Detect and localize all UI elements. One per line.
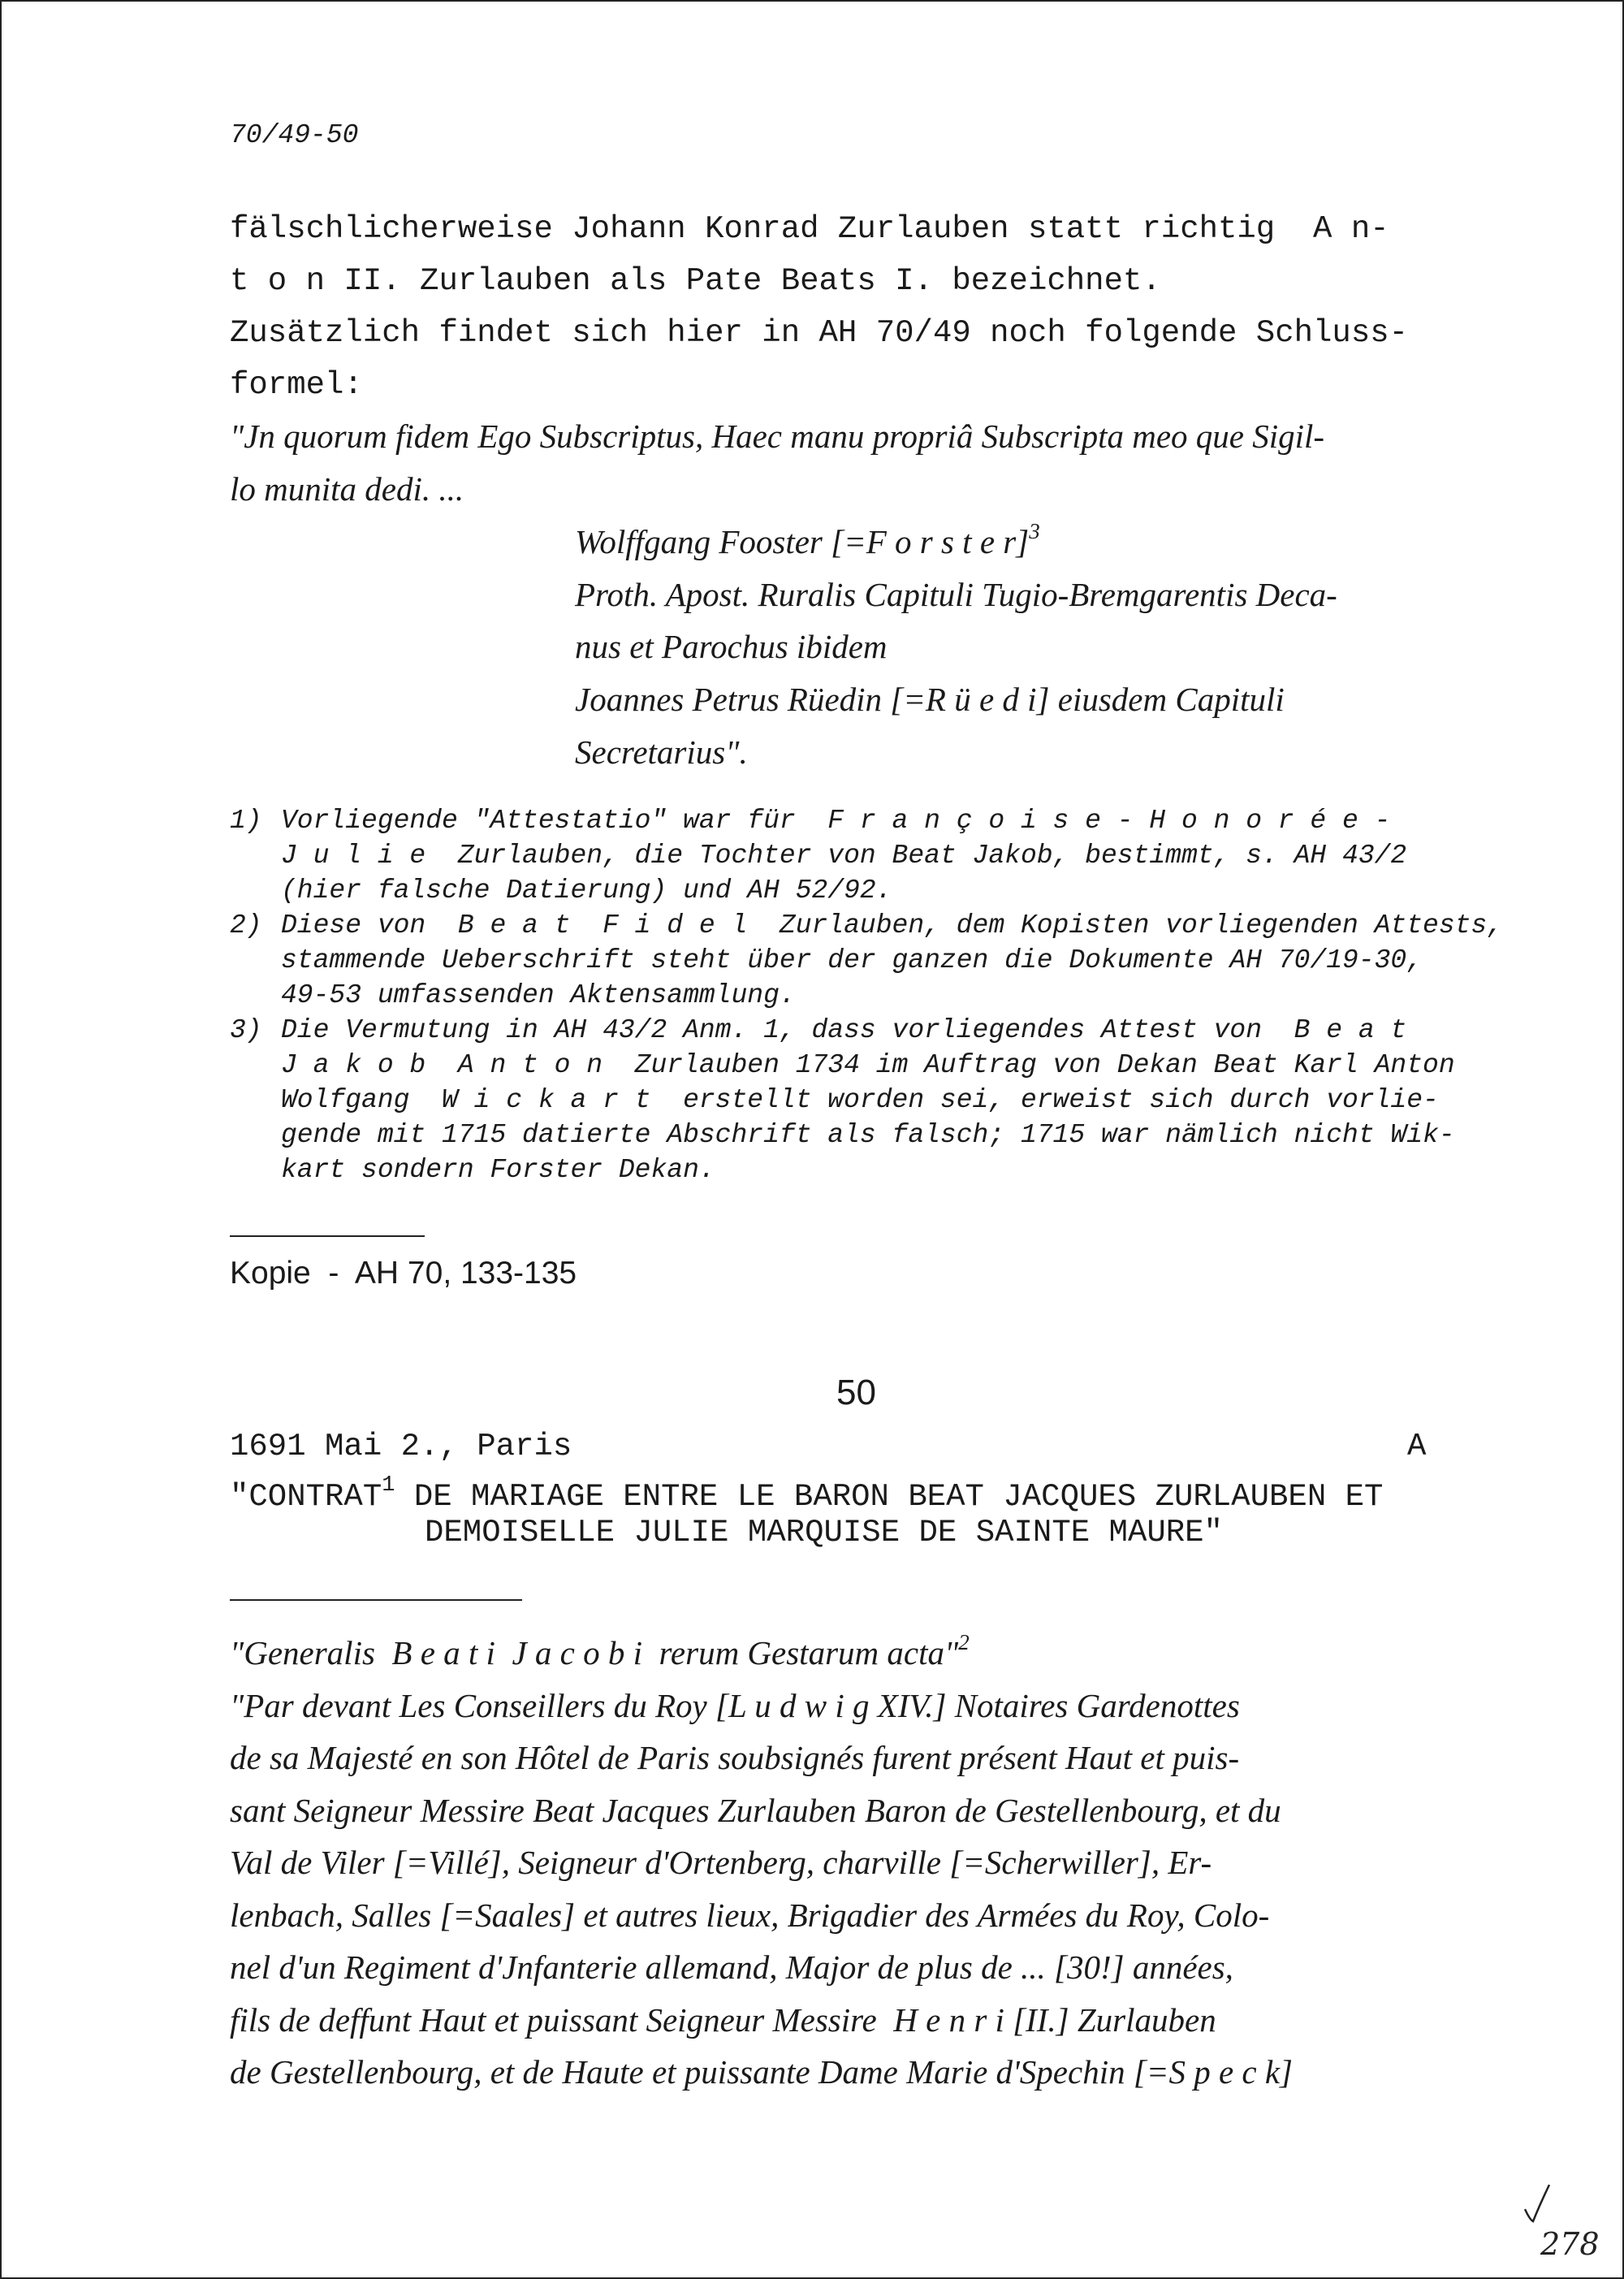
footnote-line: kart sondern Forster Dekan. [281, 1155, 715, 1185]
body-line: lenbach, Salles [=Saales] et autres lieux, Brigadier des Armées du Roy, Colo- [230, 1896, 1270, 1934]
checkmark-icon [1518, 2181, 1559, 2225]
separator-rule [230, 1599, 522, 1601]
footnote-line: 49-53 umfassenden Aktensammlung. [281, 980, 796, 1010]
body-line: fils de deffunt Haut et puissant Seigneur Messire H e n r i [II.] Zurlauben [230, 2001, 1216, 2039]
footnote-line: Diese von B e a t F i d e l Zurlauben, dem Kopisten vorliegenden Attests, [281, 910, 1504, 941]
footnote-ref-3: 3 [1029, 519, 1040, 543]
footnote-line: stammende Ueberschrift steht über der ganzen die Dokumente AH 70/19-30, [281, 945, 1423, 975]
signature-line: Secretarius". [575, 733, 748, 771]
footnote-number: 1) [230, 806, 262, 836]
document-title-line: "CONTRAT$^1$ DE MARIAGE ENTRE LE BARON BEAT JACQUES ZURLAUBEN ET [230, 1473, 1384, 1515]
body-line: de Gestellenbourg, et de Haute et puissante Dame Marie d'Spechin [=S p e c k] [230, 2053, 1294, 2091]
footnote-number: 2) [230, 910, 262, 941]
footnote-ref-2: 2 [958, 1630, 970, 1654]
separator-rule [230, 1235, 425, 1237]
footnote-line: J a k o b A n t o n Zurlauben 1734 im Auftrag von Dekan Beat Karl Anton [281, 1050, 1455, 1080]
signature-line: Joannes Petrus Rüedin [=R ü e d i] eiusdem Capituli [575, 681, 1285, 718]
document-date-place: 1691 Mai 2., Paris [230, 1429, 572, 1464]
footnote-ref-1: 1 [382, 1473, 395, 1498]
footnote-line: (hier falsche Datierung) und AH 52/92. [281, 876, 892, 906]
footnote-line: J u l i e Zurlauben, die Tochter von Beat Jakob, bestimmt, s. AH 43/2 [281, 841, 1407, 871]
signature-line: nus et Parochus ibidem [575, 628, 888, 665]
footnote-line: Die Vermutung in AH 43/2 Anm. 1, dass vorliegendes Attest von B e a t [281, 1015, 1407, 1045]
page-reference: 70/49-50 [230, 120, 359, 150]
paragraph-line: formel: [230, 367, 363, 403]
body-line: "Par devant Les Conseillers du Roy [L u d w i g XIV.] Notaires Gardenottes [230, 1687, 1240, 1724]
body-line: Val de Viler [=Villé], Seigneur d'Ortenberg, charville [=Scherwiller], Er- [230, 1844, 1212, 1881]
paragraph-line: fälschlicherweise Johann Konrad Zurlauben statt richtig A n- [230, 211, 1389, 247]
signature-name: Wolffgang Fooster [=F o r s t e r]$^3$ [575, 519, 1040, 560]
page-number: 278 [1540, 2226, 1600, 2262]
footnote-line: gende mit 1715 datierte Abschrift als falsch; 1715 war nämlich nicht Wik- [281, 1120, 1455, 1150]
document-number: 50 [836, 1373, 876, 1412]
formula-line: lo munita dedi. ... [230, 470, 464, 508]
body-line: de sa Majesté en son Hôtel de Paris soubsignés furent présent Haut et puis- [230, 1739, 1240, 1776]
formula-line: "Jn quorum fidem Ego Subscriptus, Haec manu propriâ Subscripta meo que Sigil- [230, 417, 1325, 455]
body-heading: "Generalis B e a t i J a c o b i rerum Gestarum acta"$^2$ [230, 1630, 970, 1671]
paragraph-line: t o n II. Zurlauben als Pate Beats I. bezeichnet. [230, 263, 1161, 299]
footnote-line: Wolfgang W i c k a r t erstellt worden sei, erweist sich durch vorlie- [281, 1085, 1439, 1115]
body-line: nel d'un Regiment d'Jnfanterie allemand, Major de plus de ... [30!] années, [230, 1948, 1233, 1986]
document-title-line: DEMOISELLE JULIE MARQUISE DE SAINTE MAURE" [425, 1515, 1223, 1550]
paragraph-line: Zusätzlich findet sich hier in AH 70/49 noch folgende Schluss- [230, 315, 1409, 351]
footnote-number: 3) [230, 1015, 262, 1045]
signature-line: Proth. Apost. Ruralis Capituli Tugio-Bremgarentis Deca- [575, 576, 1337, 613]
footnote-line: Vorliegende "Attestatio" war für F r a n ç o i s e - H o n o r é e - [281, 806, 1391, 836]
document-letter: A [1407, 1429, 1427, 1464]
copy-note: Kopie - AH 70, 133-135 [230, 1256, 577, 1291]
body-line: sant Seigneur Messire Beat Jacques Zurlauben Baron de Gestellenbourg, et du [230, 1792, 1281, 1829]
